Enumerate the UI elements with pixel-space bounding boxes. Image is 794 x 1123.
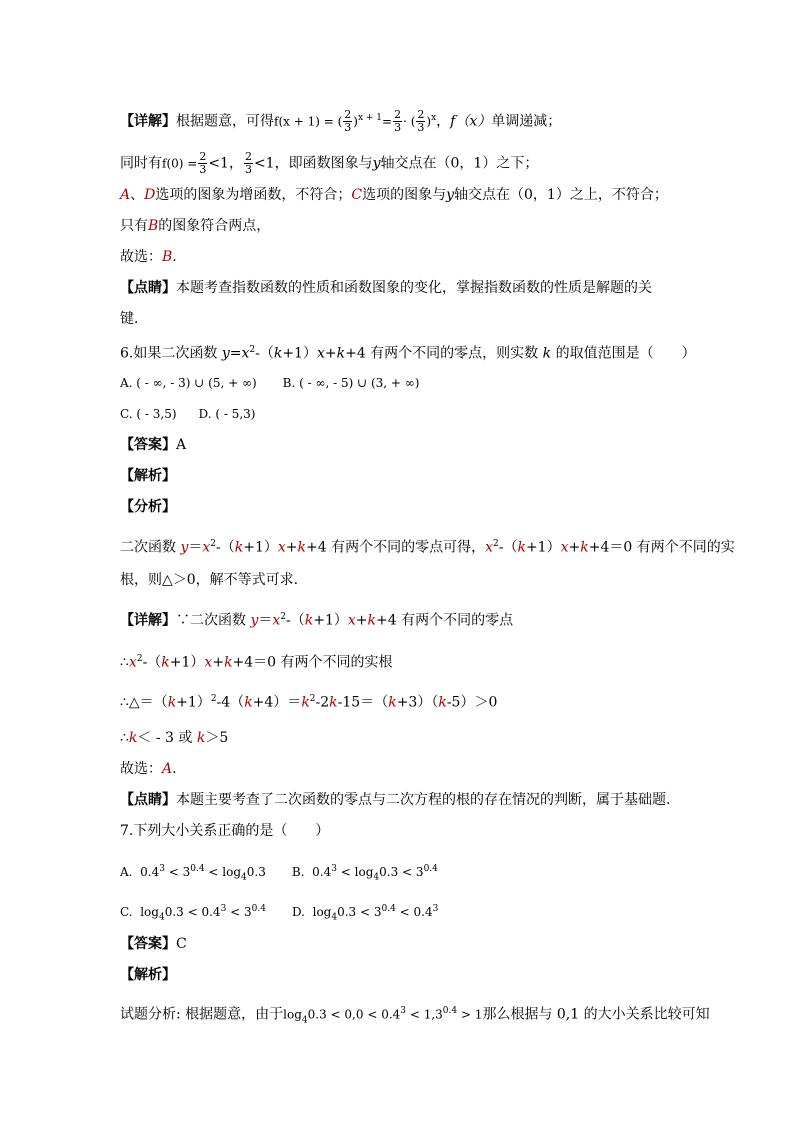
option-d: D. $\log_40.3 < 3^{0.4} < 0.4^3$ — [291, 904, 439, 923]
fraction: $\frac{2}{3}$ — [417, 108, 425, 135]
question-6-detail-line-4: ∴k＜ - 3 或 k＞5 — [120, 730, 229, 746]
question-6-options-ab — [120, 374, 419, 392]
detail-line-2: 同时有f(0) = $\frac{2}{3}$ <1， $\frac{2}{3}$ <1，即函数图象与y轴交点在（0，1）之下； — [120, 150, 539, 176]
option-c: C. $\log_40.3 < 0.4^3 < 3^{0.4}$ — [120, 904, 266, 923]
question-6-choice: 故选：A. — [120, 761, 177, 777]
question-7-stem: 7.下列大小关系正确的是（ ） — [120, 823, 330, 839]
question-6-analysis-heading: 【解析】 — [120, 468, 176, 484]
question-7-analysis-text: 试题分析: 根据题意，由于$\log_40.3 < 0,0 < 0.4^3 < 1,3^{0.4} > 1$那么根据与 0,1 的大小关系比较可知 — [120, 1006, 710, 1026]
question-6-fenxi-heading: 【分析】 — [120, 499, 176, 515]
question-7-options-ab — [120, 860, 438, 886]
detail-line-3: A、D选项的图象为增函数，不符合；C选项的图象与y轴交点在（0，1）之上，不符合； — [120, 187, 668, 203]
question-6-fenxi-line-2: 根，则△＞0，解不等式可求. — [120, 572, 299, 588]
option-a: A. $0.4^3 < 3^{0.4} < \log_40.3$ — [120, 864, 266, 883]
option-a: A. ( - ∞, - 3) ∪ (5, + ∞) — [120, 376, 257, 390]
question-6-detail-line-1: 【详解】∵二次函数 $y=x^2-(k+1)x+k+4$ 有两个不同的零点 — [120, 612, 514, 629]
comment-line-1: 【点睛】本题考查指数函数的性质和函数图象的变化，掌握指数函数的性质是解题的关 — [120, 280, 652, 296]
option-d: D. ( - 5,3) — [198, 407, 256, 421]
fraction: $\frac{2}{3}$ — [199, 150, 207, 176]
question-6-options-cd — [120, 405, 255, 423]
comment-tag: 【点睛】 — [120, 280, 176, 296]
choice-line: 故选：B. — [120, 249, 177, 265]
question-7-answer: 【答案】C — [120, 936, 187, 952]
question-6-stem: 6.如果二次函数 $y=x^2-(k+1)x+k+4$ 有两个不同的零点，则实数 k 的取值范围是（ ） — [120, 345, 696, 362]
question-6-detail-line-2: $\therefore x^2-(k+1)x+k+4=0$ 有两个不同的实根 — [120, 654, 393, 671]
comment-line-2: 键． — [120, 311, 148, 327]
question-6-detail-line-3: $\therefore\triangle=(k+1)^2-4(k+4)=k^2-2k-15=(k+3)(k-5)>0$ — [120, 694, 498, 711]
question-7-options-cd — [120, 900, 438, 926]
option-c: C. ( - 3,5) — [120, 407, 177, 421]
question-7-analysis-heading: 【解析】 — [120, 967, 176, 983]
option-b: B. $0.4^3 < \log_40.3 < 3^{0.4}$ — [291, 864, 438, 883]
detail-tag: 【详解】 — [120, 113, 176, 130]
fraction: $\frac{2}{3}$ — [394, 108, 402, 135]
detail-line-1: 【详解】根据题意，可得f(x + 1) = ( $\frac{2}{3}$ )$^{x + 1}$= $\frac{2}{3}$ · ( $\frac{2}{3}$ )$^x$，f（x）单调递减； — [120, 108, 562, 135]
question-6-comment: 【点睛】本题主要考查了二次函数的零点与二次方程的根的存在情况的判断，属于基础题. — [120, 792, 671, 808]
option-b: B. ( - ∞, - 5) ∪ (3, + ∞) — [282, 376, 420, 390]
question-6-answer: 【答案】A — [120, 437, 187, 453]
fraction: $\frac{2}{3}$ — [344, 108, 352, 135]
question-6-fenxi-line-1: 二次函数 $y=x^2-(k+1)x+k+4$ 有两个不同的零点可得，$x^2-(k+1)x+k+4=0$ 有两个不同的实 — [120, 539, 735, 556]
detail-line-4: 只有B的图象符合两点， — [120, 218, 271, 234]
fraction: $\frac{2}{3}$ — [244, 150, 252, 176]
